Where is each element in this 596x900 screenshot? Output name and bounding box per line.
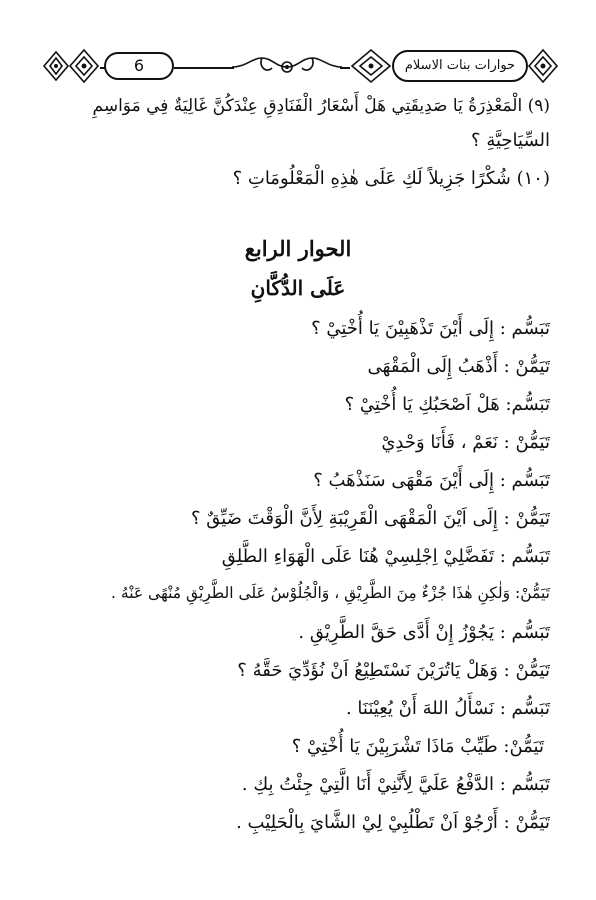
center-ornament-icon (232, 46, 342, 86)
dialogue-line: تَبَسُّم : يَجُوْزُ إِنْ أَدَّى حَقَّ الطَّرِيْقِ . (298, 622, 550, 643)
book-title: حوارات بنات الاسلام (392, 50, 528, 82)
dialogue-line: تَيَمُّنْ : أَذْهَبُ إِلَى الْمَقْهَى (367, 356, 550, 377)
dialogue-line: تَيَمُّنْ : نَعَمْ ، فَأَنَا وَحْدِيْ (381, 432, 550, 453)
dialogue-line: تَبَسُّم : إِلَى أَيْنَ مَقْهَى سَنَذْهَبُ ؟ (313, 470, 550, 491)
dialogue-line: تَيَمُّنْ: طَيِّبْ مَاذَا تَشْرَبِيْنَ يَا أُخْتِيْ ؟ (291, 736, 544, 757)
dialogue-line: تَيَمُّنْ : وَهَلْ يَاتُرَيْنَ نَسْتَطِيْعُ اَنْ نُؤَدِّيَ حَقَّهُ ؟ (237, 660, 550, 681)
dialogue-line: تَبَسُّم: هَلْ اَصْحَبُكِ يَا أُخْتِيْ ؟ (344, 394, 550, 415)
section-title: الحوار الرابع (244, 236, 352, 261)
header-rule (174, 67, 234, 69)
dialogue-line: تَيَمُّنْ: وَلٰكِنِ هٰذَا جُزْءٌ مِنَ الطَّرِيْقِ ، وَالْجُلُوْسُ عَلَى الطَّرِيْقِ مُنْهًى عَنْهُ . (111, 584, 550, 602)
text-line: (١٠) شُكْرًا جَزِيلاً لَكِ عَلَى هٰذِهِ الْمَعْلُومَاتِ ؟ (232, 168, 550, 189)
dialogue-line: تَبَسُّم : نَسْأَلُ اللهَ أَنْ يُعِيْنَنَا . (345, 698, 550, 719)
section-subtitle: عَلَى الدُّكَّانِ (250, 276, 346, 300)
dialogue-line: تَبَسُّم : الدَّفْعُ عَلَيَّ لِأَنَّنِيْ أَنَا الَّتِيْ جِئْتُ بِكِ . (241, 774, 550, 795)
dialogue-line: تَيَمُّنْ : أَرْجُوْ اَنْ تَطْلُبِيْ لِيْ الشَّايَ بِالْحَلِيْبِ . (236, 812, 550, 833)
dialogue-line: تَبَسُّم : تَفَضَّلِيْ اِجْلِسِيْ هُنَا عَلَى الْهَوَاءِ الطَّلِقِ (221, 546, 550, 567)
text-line: السِّيَاحِيَّةِ ؟ (471, 130, 550, 151)
left-ornament-icon (40, 46, 102, 86)
page-number: 6 (104, 52, 174, 80)
diamond-ornament-icon (348, 46, 394, 86)
page-header (40, 42, 560, 88)
dialogue-line: تَبَسُّم : إِلَى أَيْنَ تَذْهَبِيْنَ يَا أُخْتِيْ ؟ (311, 318, 550, 339)
dialogue-line: تَيَمُّنْ : إِلَى اَيْنَ الْمَقْهَى الْقَرِيْبَةِ لِأَنَّ الْوَقْتَ ضَيِّقٌ ؟ (190, 508, 550, 529)
right-ornament-icon (526, 46, 560, 86)
text-line: (٩) الْمَعْذِرَةُ يَا صَدِيقَتِي هَلْ أَسْعَارُ الْفَنَادِقِ عِنْدَكُنَّ غَالِيَةٌ فِي مَوَاسِمِ (92, 96, 550, 116)
